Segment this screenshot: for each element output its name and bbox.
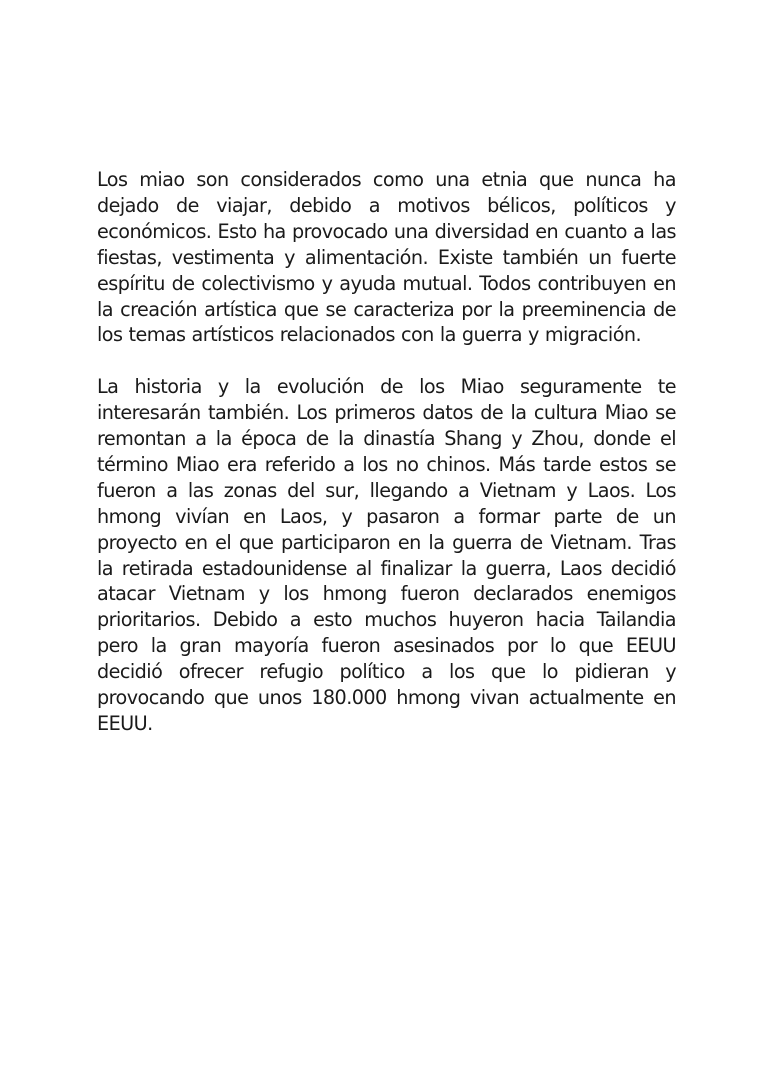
paragraph-2: La historia y la evolución de los Miao seguramente te interesarán también. Los primeros datos de la cultura Miao se remontan a la época de la dinastía Shang y Zhou, donde el término Miao era referido a los no chinos. Más tarde estos se fueron a las zonas del sur, llegando a Vietnam y Laos. Los hmong vivían en Laos, y pasaron a formar parte de un proyecto en el que participaron en la guerra de Vietnam. Tras la retirada estadounidense al finalizar la guerra, Laos decidió atacar Vietnam y los hmong fueron declarados enemigos prioritarios. Debido a esto muchos huyeron hacia Tailandia pero la gran mayoría fueron asesinados por lo que EEUU decidió ofrecer refugio político a los que lo pidieran y provocando que unos 180.000 hmong vivan actualmente en EEUU. <box>97 375 676 736</box>
paragraph-1: Los miao son considerados como una etnia que nunca ha dejado de viajar, debido a motivos bélicos, políticos y económicos. Esto ha provocado una diversidad en cuanto a las fiestas, vestimenta y alimentación. Existe también un fuerte espíritu de colectivismo y ayuda mutual. Todos contribuyen en la creación artística que se caracteriza por la preeminencia de los temas artísticos relacionados con la guerra y migración. <box>97 168 676 347</box>
document-body <box>97 167 676 737</box>
